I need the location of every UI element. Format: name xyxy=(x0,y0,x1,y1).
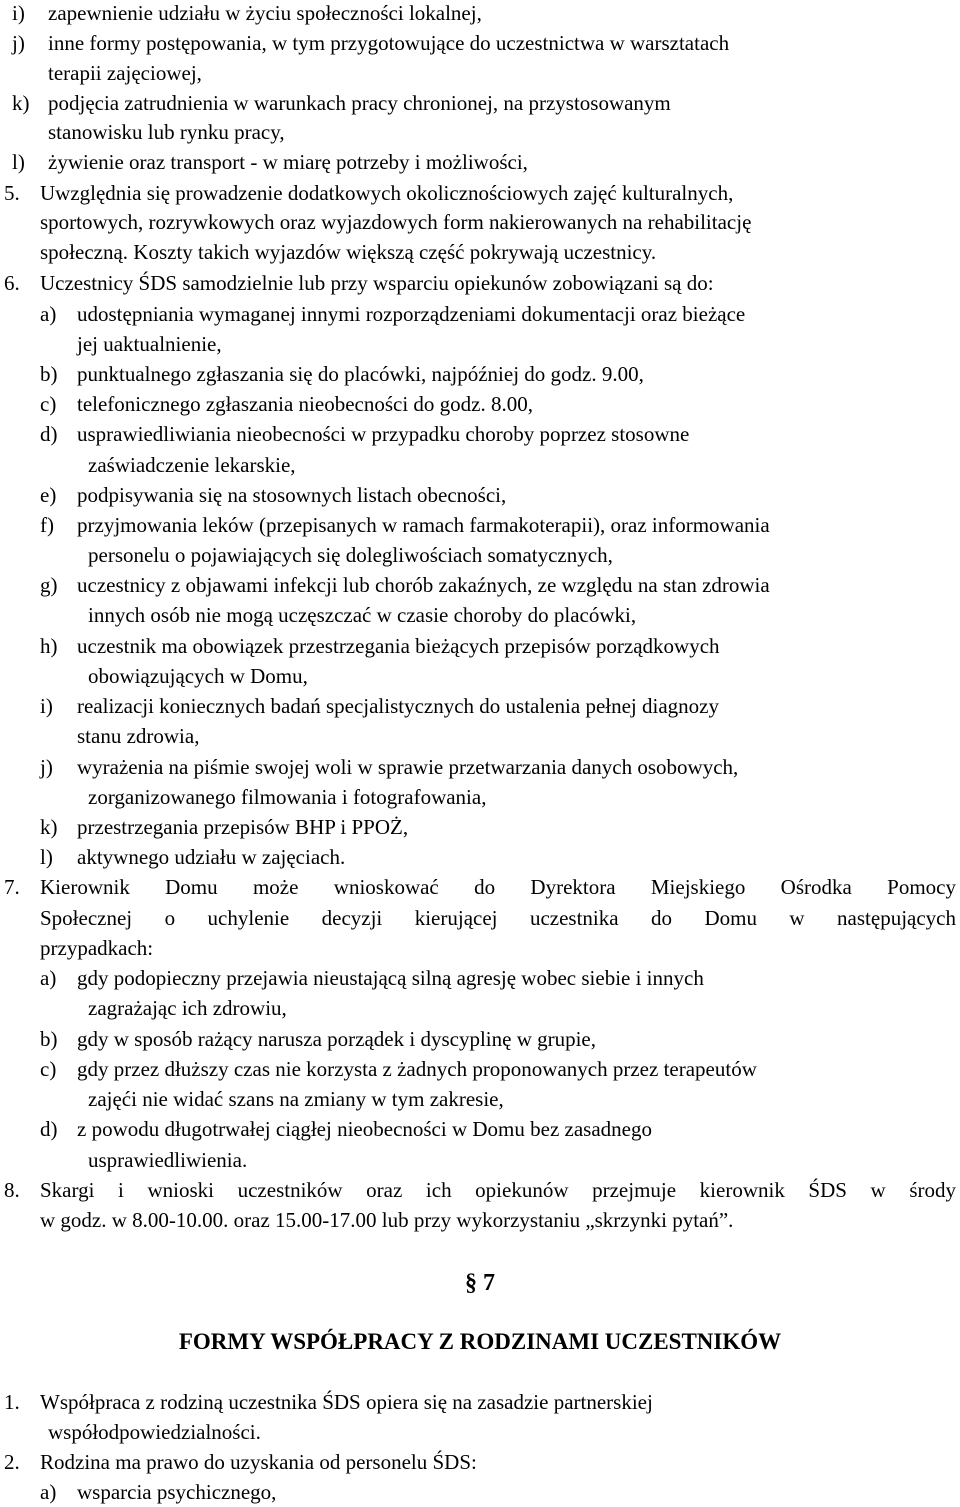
list-marker: c) xyxy=(40,392,57,416)
list-text: gdy w sposób rażący narusza porządek i dyscyplinę w grupie, xyxy=(77,1027,597,1051)
list-text: zorganizowanego filmowania i fotografowania, xyxy=(88,785,487,809)
paragraph-text: społeczną. Koszty takich wyjazdów większą część pokrywają uczestnicy. xyxy=(40,240,657,264)
paragraph-text: Uwzględnia się prowadzenie dodatkowych okolicznościowych zajęć kulturalnych, xyxy=(40,181,734,205)
list-text: uczestnik ma obowiązek przestrzegania bieżących przepisów porządkowych xyxy=(77,634,720,658)
list-marker: b) xyxy=(40,1027,58,1051)
list-text: z powodu długotrwałej ciągłej nieobecności w Domu bez zasadnego xyxy=(77,1117,652,1141)
list-text: terapii zajęciowej, xyxy=(48,61,202,85)
paragraph-text: Kierownik Domu może wnioskować do Dyrektora Miejskiego Ośrodka Pomocy xyxy=(40,875,956,899)
list-text: stanu zdrowia, xyxy=(77,724,200,748)
section-symbol: § xyxy=(465,1270,477,1296)
list-text: przestrzegania przepisów BHP i PPOŻ, xyxy=(77,815,409,839)
list-text: aktywnego udziału w zajęciach. xyxy=(77,845,346,869)
list-text: usprawiedliwiania nieobecności w przypadku choroby poprzez stosowne xyxy=(77,422,690,446)
list-marker: a) xyxy=(40,966,57,990)
list-text: inne formy postępowania, w tym przygotowujące do uczestnictwa w warsztatach xyxy=(48,31,730,55)
list-text: stanowisku lub rynku pracy, xyxy=(48,120,285,144)
list-text: zaświadczenie lekarskie, xyxy=(88,453,296,477)
list-text: usprawiedliwienia. xyxy=(88,1148,248,1172)
list-marker: k) xyxy=(40,815,58,839)
list-text: podjęcia zatrudnienia w warunkach pracy chronionej, na przystosowanym xyxy=(48,91,671,115)
paragraph-text: Społecznej o uchylenie decyzji kierującej uczestnika do Domu w następujących xyxy=(40,906,956,930)
list-text: przyjmowania leków (przepisanych w ramach farmakoterapii), oraz informowania xyxy=(77,513,770,537)
list-marker: k) xyxy=(12,91,30,115)
paragraph-text: przypadkach: xyxy=(40,936,154,960)
paragraph-number: 7. xyxy=(4,875,20,899)
section-number xyxy=(0,1268,960,1298)
paragraph-text: Skargi i wnioski uczestników oraz ich opiekunów przejmuje kierownik ŚDS w środy xyxy=(40,1178,956,1202)
list-marker: i) xyxy=(40,694,53,718)
list-text: punktualnego zgłaszania się do placówki, najpóźniej do godz. 9.00, xyxy=(77,362,644,386)
list-text: telefonicznego zgłaszania nieobecności do godz. 8.00, xyxy=(77,392,533,416)
list-marker: l) xyxy=(12,150,25,174)
section-title: FORMY WSPÓŁPRACY Z RODZINAMI UCZESTNIKÓW xyxy=(178,1329,782,1354)
paragraph-number: 5. xyxy=(4,181,20,205)
list-marker: l) xyxy=(40,845,53,869)
list-text: wyrażenia na piśmie swojej woli w sprawie przetwarzania danych osobowych, xyxy=(77,755,739,779)
list-text: innych osób nie mogą uczęszczać w czasie choroby do placówki, xyxy=(88,603,637,627)
paragraph-text: Rodzina ma prawo do uzyskania od personelu ŚDS: xyxy=(40,1450,477,1474)
list-marker: j) xyxy=(12,31,25,55)
list-text: udostępniania wymaganej innymi rozporządzeniami dokumentacji oraz bieżące xyxy=(77,302,746,326)
list-marker: d) xyxy=(40,1117,58,1141)
list-text: obowiązujących w Domu, xyxy=(88,664,308,688)
section-number-value: 7 xyxy=(483,1270,495,1296)
list-marker: c) xyxy=(40,1057,57,1081)
list-text: jej uaktualnienie, xyxy=(77,332,222,356)
paragraph-text: Współpraca z rodziną uczestnika ŚDS opiera się na zasadzie partnerskiej xyxy=(40,1390,653,1414)
list-marker: h) xyxy=(40,634,58,658)
paragraph-number: 6. xyxy=(4,271,20,295)
list-marker: a) xyxy=(40,1480,57,1504)
list-text: personelu o pojawiających się dolegliwościach somatycznych, xyxy=(88,543,613,567)
paragraph-text: w godz. w 8.00-10.00. oraz 15.00-17.00 lub przy wykorzystaniu „skrzynki pytań”. xyxy=(40,1208,734,1232)
list-text: uczestnicy z objawami infekcji lub chorób zakaźnych, ze względu na stan zdrowia xyxy=(77,573,770,597)
list-marker: d) xyxy=(40,422,58,446)
list-marker: b) xyxy=(40,362,58,386)
list-text: podpisywania się na stosownych listach obecności, xyxy=(77,483,507,507)
paragraph-text: sportowych, rozrywkowych oraz wyjazdowych form nakierowanych na rehabilitację xyxy=(40,210,752,234)
list-text: zajęći nie widać szans na zmiany w tym zakresie, xyxy=(88,1087,504,1111)
list-marker: e) xyxy=(40,483,57,507)
paragraph-number: 1. xyxy=(4,1390,20,1414)
list-marker: i) xyxy=(12,1,25,25)
paragraph-text: Uczestnicy ŚDS samodzielnie lub przy wsparciu opiekunów zobowiązani są do: xyxy=(40,271,714,295)
list-text: gdy podopieczny przejawia nieustającą silną agresję wobec siebie i innych xyxy=(77,966,704,990)
list-marker: g) xyxy=(40,573,58,597)
list-text: zagrażając ich zdrowiu, xyxy=(88,996,287,1020)
list-text: gdy przez dłuższy czas nie korzysta z żadnych proponowanych przez terapeutów xyxy=(77,1057,757,1081)
list-marker: j) xyxy=(40,755,53,779)
list-text: żywienie oraz transport - w miarę potrzeby i możliwości, xyxy=(48,150,528,174)
paragraph-number: 2. xyxy=(4,1450,20,1474)
list-text: realizacji koniecznych badań specjalistycznych do ustalenia pełnej diagnozy xyxy=(77,694,719,718)
list-text: zapewnienie udziału w życiu społeczności lokalnej, xyxy=(48,1,482,25)
paragraph-text: współodpowiedzialności. xyxy=(48,1420,261,1444)
list-marker: f) xyxy=(40,513,54,537)
list-text: wsparcia psychicznego, xyxy=(77,1480,277,1504)
paragraph-number: 8. xyxy=(4,1178,20,1202)
list-marker: a) xyxy=(40,302,57,326)
